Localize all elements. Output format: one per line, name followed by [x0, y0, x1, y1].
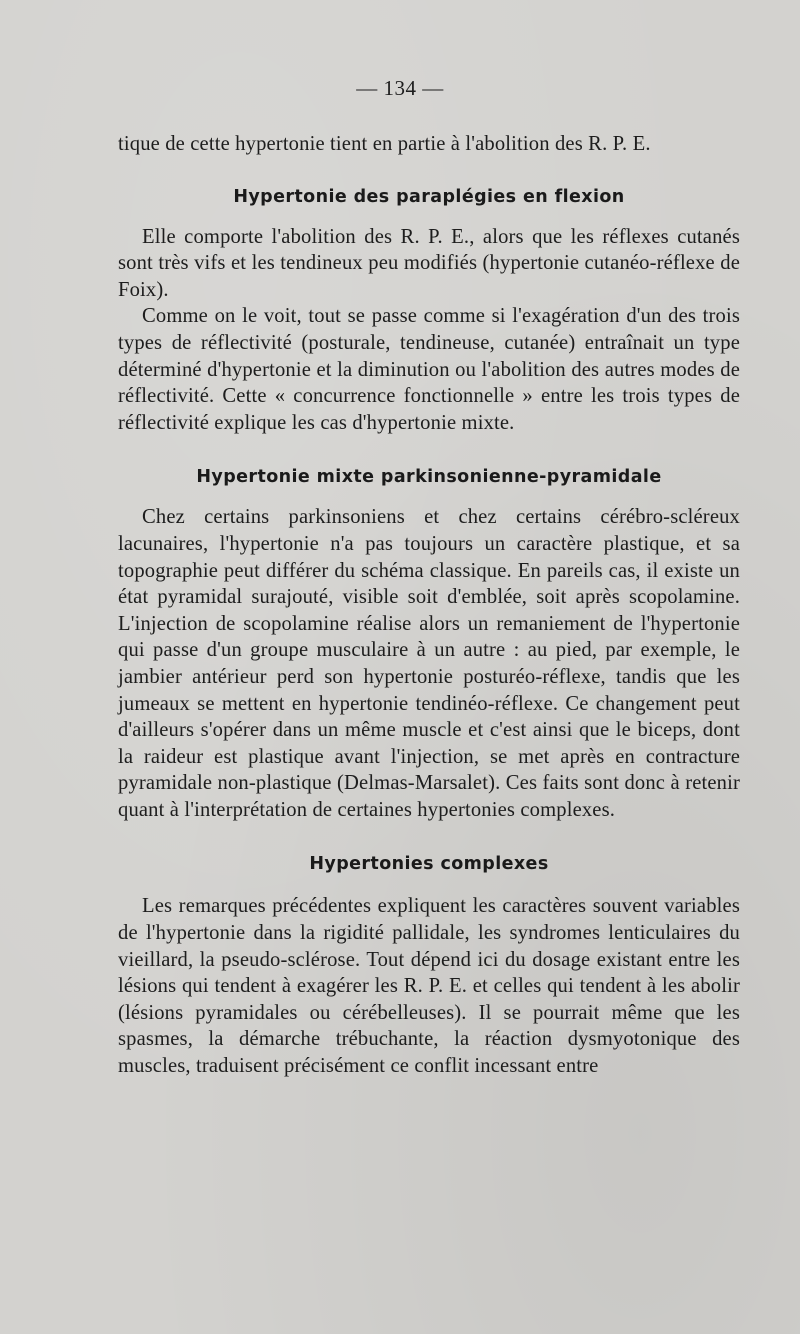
page-number: — 134 — [356, 76, 444, 100]
paragraph-abolition: Elle comporte l'abolition des R. P. E., alors que les réflexes cutanés sont très vifs et les tendineux peu modifiés (hypertonie cutanéo-réflexe de Foix). [118, 225, 740, 301]
heading-hypertonies-complexes: Hypertonies complexes [309, 854, 549, 875]
heading-hypertonie-mixte: Hypertonie mixte parkinsonienne-pyramidale [196, 467, 662, 488]
paragraph-reflectivite: Comme on le voit, tout se passe comme si l'exagération d'un des trois types de réflectivité (posturale, tendineuse, cutanée) entraînait un type déterminé d'hypertonie et la diminution ou l'abolition des autres modes de réflectivité. Cette « concurrence fonctionnelle » entre les trois types de réflectivité explique les cas d'hypertonie mixte. [118, 305, 740, 434]
page-content [118, 131, 740, 1080]
paragraph-continued: tique de cette hypertonie tient en partie à l'abolition des R. P. E. [118, 133, 651, 155]
heading-paraplegies-flexion: Hypertonie des paraplégies en flexion [233, 186, 625, 207]
paragraph-remarques: Les remarques précédentes expliquent les caractères souvent variables de l'hypertonie dans la rigidité pallidale, les syndromes lenticulaires du vieillard, la pseudo-sclérose. Tout dépend ici du dosage existant entre les lésions qui tendent à exagérer les R. P. E. et celles qui tendent à les abolir (lésions pyramidales ou cérébelleuses). Il se pourrait même que les spasmes, la démarche trébuchante, la réaction dysmyotonique des muscles, traduisent précisément ce conflit incessant entre [118, 895, 740, 1078]
paragraph-parkinsoniens: Chez certains parkinsoniens et chez certains cérébro-scléreux lacunaires, l'hypertonie n'a pas toujours un caractère plastique, et sa topographie peut différer du schéma classique. En pareils cas, il existe un état pyramidal surajouté, visible soit d'emblée, soit après scopolamine. L'injection de scopolamine réalise alors un remaniement de l'hypertonie qui passe d'un groupe musculaire à un autre : au pied, par exemple, le jambier antérieur perd son hypertonie posturéo-réflexe, tandis que les jumeaux se mettent en hypertonie tendinéo-réflexe. Ce changement peut d'ailleurs s'opérer dans un même muscle et c'est ainsi que le biceps, dont la raideur est plastique avant l'injection, se met après en contracture pyramidale non-plastique (Delmas-Marsalet). Ces faits sont donc à retenir quant à l'interprétation de certaines hypertonies complexes. [118, 506, 740, 821]
